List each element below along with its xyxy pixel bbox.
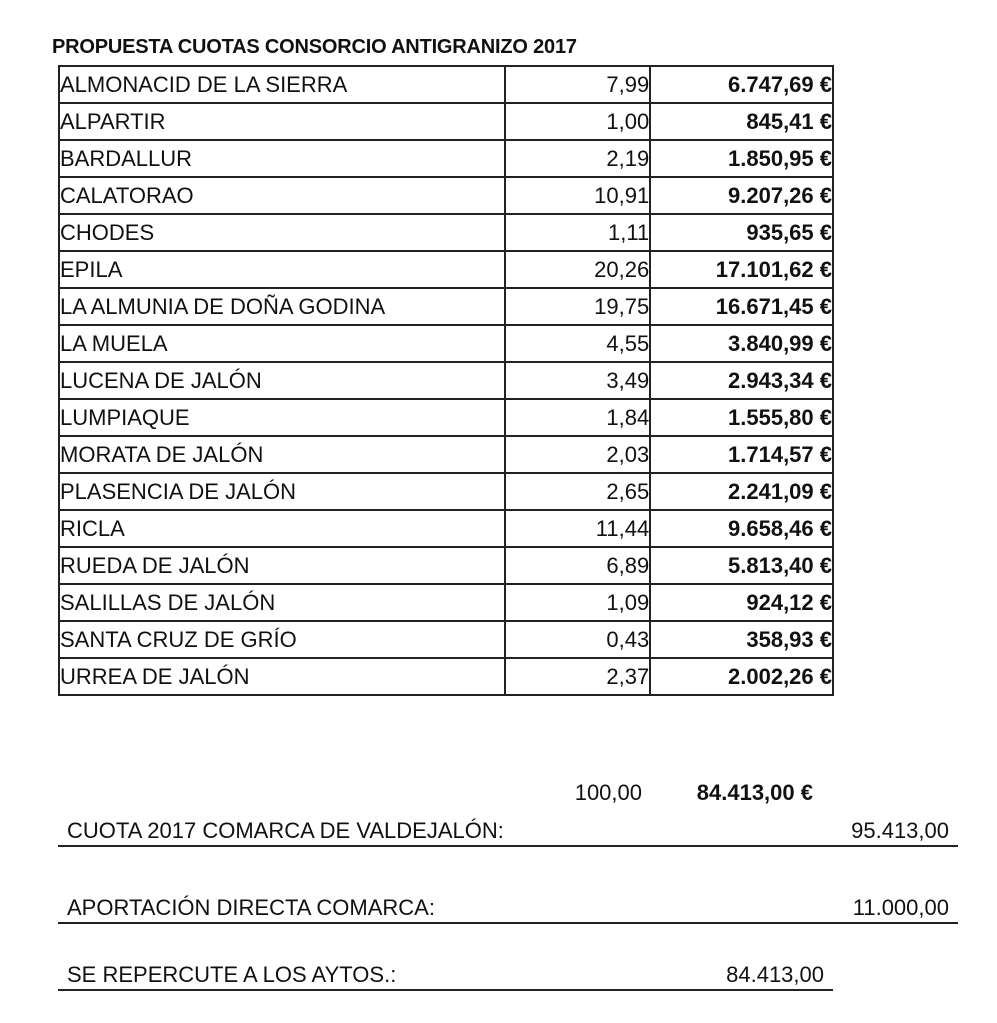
table-row	[59, 140, 833, 177]
total-percentage: 100,00	[574, 780, 642, 805]
table-row	[59, 103, 833, 140]
quota-amount-cell: 1.850,95 €	[650, 140, 833, 177]
table-row	[59, 214, 833, 251]
table-row	[59, 584, 833, 621]
municipality-cell: SANTA CRUZ DE GRÍO	[59, 621, 505, 658]
municipality-cell: RUEDA DE JALÓN	[59, 547, 505, 584]
summary-repercute-aytos	[58, 959, 833, 991]
quota-amount-cell: 9.207,26 €	[650, 177, 833, 214]
table-row	[59, 658, 833, 695]
municipality-cell: ALMONACID DE LA SIERRA	[59, 66, 505, 103]
percentage-cell: 2,19	[505, 140, 650, 177]
summary-repercute-label: SE REPERCUTE A LOS AYTOS.:	[67, 962, 397, 987]
municipality-cell: CALATORAO	[59, 177, 505, 214]
summary-cuota-comarca-value: 95.413,00	[851, 818, 949, 843]
quota-amount-cell: 845,41 €	[650, 103, 833, 140]
quota-amount-cell: 2.241,09 €	[650, 473, 833, 510]
percentage-cell: 20,26	[505, 251, 650, 288]
municipality-cell: BARDALLUR	[59, 140, 505, 177]
quota-amount-cell: 17.101,62 €	[650, 251, 833, 288]
percentage-cell: 1,09	[505, 584, 650, 621]
percentage-cell: 2,65	[505, 473, 650, 510]
municipality-cell: LUMPIAQUE	[59, 399, 505, 436]
table-row	[59, 251, 833, 288]
table-row	[59, 547, 833, 584]
municipality-cell: LA MUELA	[59, 325, 505, 362]
quota-amount-cell: 1.555,80 €	[650, 399, 833, 436]
municipality-cell: MORATA DE JALÓN	[59, 436, 505, 473]
table-row	[59, 66, 833, 103]
quota-amount-cell: 3.840,99 €	[650, 325, 833, 362]
quota-amount-cell: 5.813,40 €	[650, 547, 833, 584]
percentage-cell: 11,44	[505, 510, 650, 547]
municipality-cell: LA ALMUNIA DE DOÑA GODINA	[59, 288, 505, 325]
summary-aportacion-directa	[58, 892, 958, 924]
table-row	[59, 621, 833, 658]
percentage-cell: 1,00	[505, 103, 650, 140]
municipality-cell: URREA DE JALÓN	[59, 658, 505, 695]
table-row	[59, 510, 833, 547]
percentage-cell: 4,55	[505, 325, 650, 362]
quota-amount-cell: 924,12 €	[650, 584, 833, 621]
percentage-cell: 2,03	[505, 436, 650, 473]
quota-amount-cell: 16.671,45 €	[650, 288, 833, 325]
summary-cuota-comarca-label: CUOTA 2017 COMARCA DE VALDEJALÓN:	[67, 818, 504, 843]
municipality-cell: LUCENA DE JALÓN	[59, 362, 505, 399]
document-title: PROPUESTA CUOTAS CONSORCIO ANTIGRANIZO 2017	[52, 36, 577, 58]
percentage-cell: 0,43	[505, 621, 650, 658]
quota-amount-cell: 1.714,57 €	[650, 436, 833, 473]
percentage-cell: 6,89	[505, 547, 650, 584]
municipality-cell: ALPARTIR	[59, 103, 505, 140]
table-row	[59, 399, 833, 436]
quota-amount-cell: 9.658,46 €	[650, 510, 833, 547]
municipality-cell: RICLA	[59, 510, 505, 547]
municipality-cell: EPILA	[59, 251, 505, 288]
table-row	[59, 362, 833, 399]
table-row	[59, 288, 833, 325]
table-row	[59, 436, 833, 473]
percentage-cell: 3,49	[505, 362, 650, 399]
percentage-cell: 7,99	[505, 66, 650, 103]
table-row	[59, 177, 833, 214]
quotas-table-body	[59, 66, 833, 695]
percentage-cell: 2,37	[505, 658, 650, 695]
summary-aportacion-value: 11.000,00	[852, 895, 949, 920]
table-row	[59, 473, 833, 510]
percentage-cell: 19,75	[505, 288, 650, 325]
municipality-cell: SALILLAS DE JALÓN	[59, 584, 505, 621]
table-row	[59, 325, 833, 362]
summary-repercute-value: 84.413,00	[726, 962, 824, 987]
summary-aportacion-label: APORTACIÓN DIRECTA COMARCA:	[67, 895, 435, 920]
quota-amount-cell: 2.943,34 €	[650, 362, 833, 399]
quota-amount-cell: 2.002,26 €	[650, 658, 833, 695]
total-amount: 84.413,00 €	[696, 780, 813, 805]
percentage-cell: 10,91	[505, 177, 650, 214]
municipality-cell: CHODES	[59, 214, 505, 251]
municipality-cell: PLASENCIA DE JALÓN	[59, 473, 505, 510]
summary-cuota-comarca	[58, 815, 958, 847]
quota-amount-cell: 358,93 €	[650, 621, 833, 658]
quotas-table	[58, 65, 834, 696]
percentage-cell: 1,11	[505, 214, 650, 251]
quota-amount-cell: 6.747,69 €	[650, 66, 833, 103]
percentage-cell: 1,84	[505, 399, 650, 436]
quota-amount-cell: 935,65 €	[650, 214, 833, 251]
